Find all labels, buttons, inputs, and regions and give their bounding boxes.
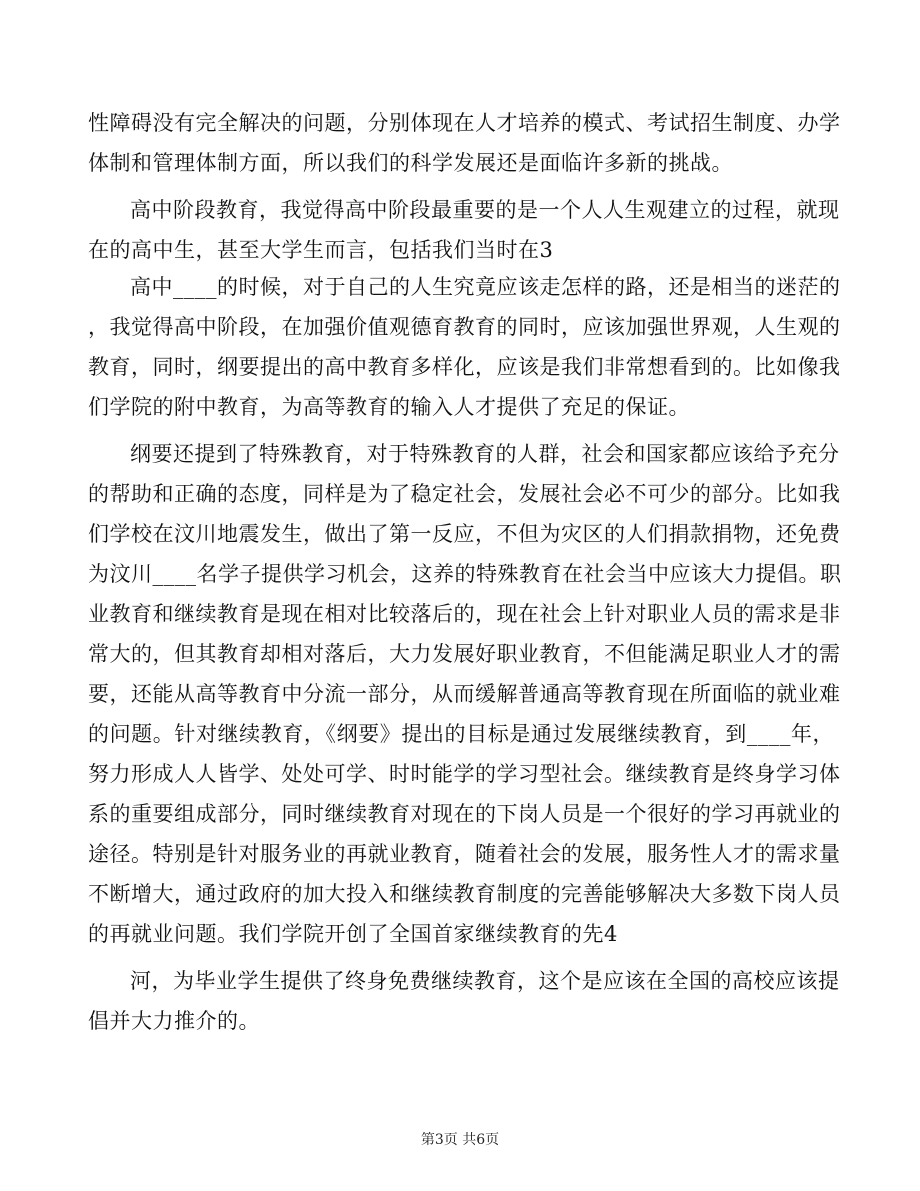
text-line: 不断增大，通过政府的加大投入和继续教育制度的完善能够解决大多数下岗人员 xyxy=(88,882,841,906)
text-line: 努力形成人人皆学、处处可学、时时能学的学习型社会。继续教育是终身学习体 xyxy=(88,762,841,786)
text-line: 们学校在汶川地震发生，做出了第一反应，不但为灾区的人们捐款捐物，还免费 xyxy=(88,522,841,546)
text-line: 性障碍没有完全解决的问题，分别体现在人才培养的模式、考试招生制度、办学 xyxy=(88,111,841,135)
page-number-footer: 第3页 共6页 xyxy=(420,1132,500,1148)
text-line: 途径。特别是针对服务业的再就业教育，随着社会的发展，服务性人才的需求量 xyxy=(88,842,841,866)
text-line: 们学院的附中教育，为高等教育的输入人才提供了充足的保证。 xyxy=(88,395,690,419)
text-line: 高中阶段教育，我觉得高中阶段最重要的是一个人人生观建立的过程，就现 xyxy=(130,198,840,222)
text-line: 业教育和继续教育是现在相对比较落后的，现在社会上针对职业人员的需求是非 xyxy=(88,602,841,626)
text-line: 纲要还提到了特殊教育，对于特殊教育的人群，社会和国家都应该给予充分 xyxy=(130,442,840,466)
text-line: 的再就业问题。我们学院开创了全国首家继续教育的先4 xyxy=(88,922,618,946)
text-line: 在的高中生，甚至大学生而言，包括我们当时在3 xyxy=(88,238,554,262)
text-line: 河，为毕业学生提供了终身免费继续教育，这个是应该在全国的高校应该提 xyxy=(130,969,840,993)
text-line: 倡并大力推介的。 xyxy=(88,1009,260,1033)
text-line: 教育，同时，纲要提出的高中教育多样化，应该是我们非常想看到的。比如像我 xyxy=(88,355,841,379)
text-line: 的帮助和正确的态度，同样是为了稳定社会，发展社会必不可少的部分。比如我 xyxy=(88,482,841,506)
text-line: 系的重要组成部分，同时继续教育对现在的下岗人员是一个很好的学习再就业的 xyxy=(88,802,841,826)
text-line: ，我觉得高中阶段，在加强价值观德育教育的同时，应该加强世界观，人生观的 xyxy=(88,315,841,339)
text-line: 为汶川____名学子提供学习机会，这养的特殊教育在社会当中应该大力提倡。职 xyxy=(88,562,842,586)
text-line: 要，还能从高等教育中分流一部分，从而缓解普通高等教育现在所面临的就业难 xyxy=(88,682,841,706)
text-line: 的问题。针对继续教育，《纲要》提出的目标是通过发展继续教育，到____年， xyxy=(88,722,834,746)
text-line: 体制和管理体制方面，所以我们的科学发展还是面临许多新的挑战。 xyxy=(88,151,733,175)
text-line: 常大的，但其教育却相对落后，大力发展好职业教育，不但能满足职业人才的需 xyxy=(88,642,841,666)
text-line: 高中____的时候，对于自己的人生究竟应该走怎样的路，还是相当的迷茫的 xyxy=(130,275,841,299)
